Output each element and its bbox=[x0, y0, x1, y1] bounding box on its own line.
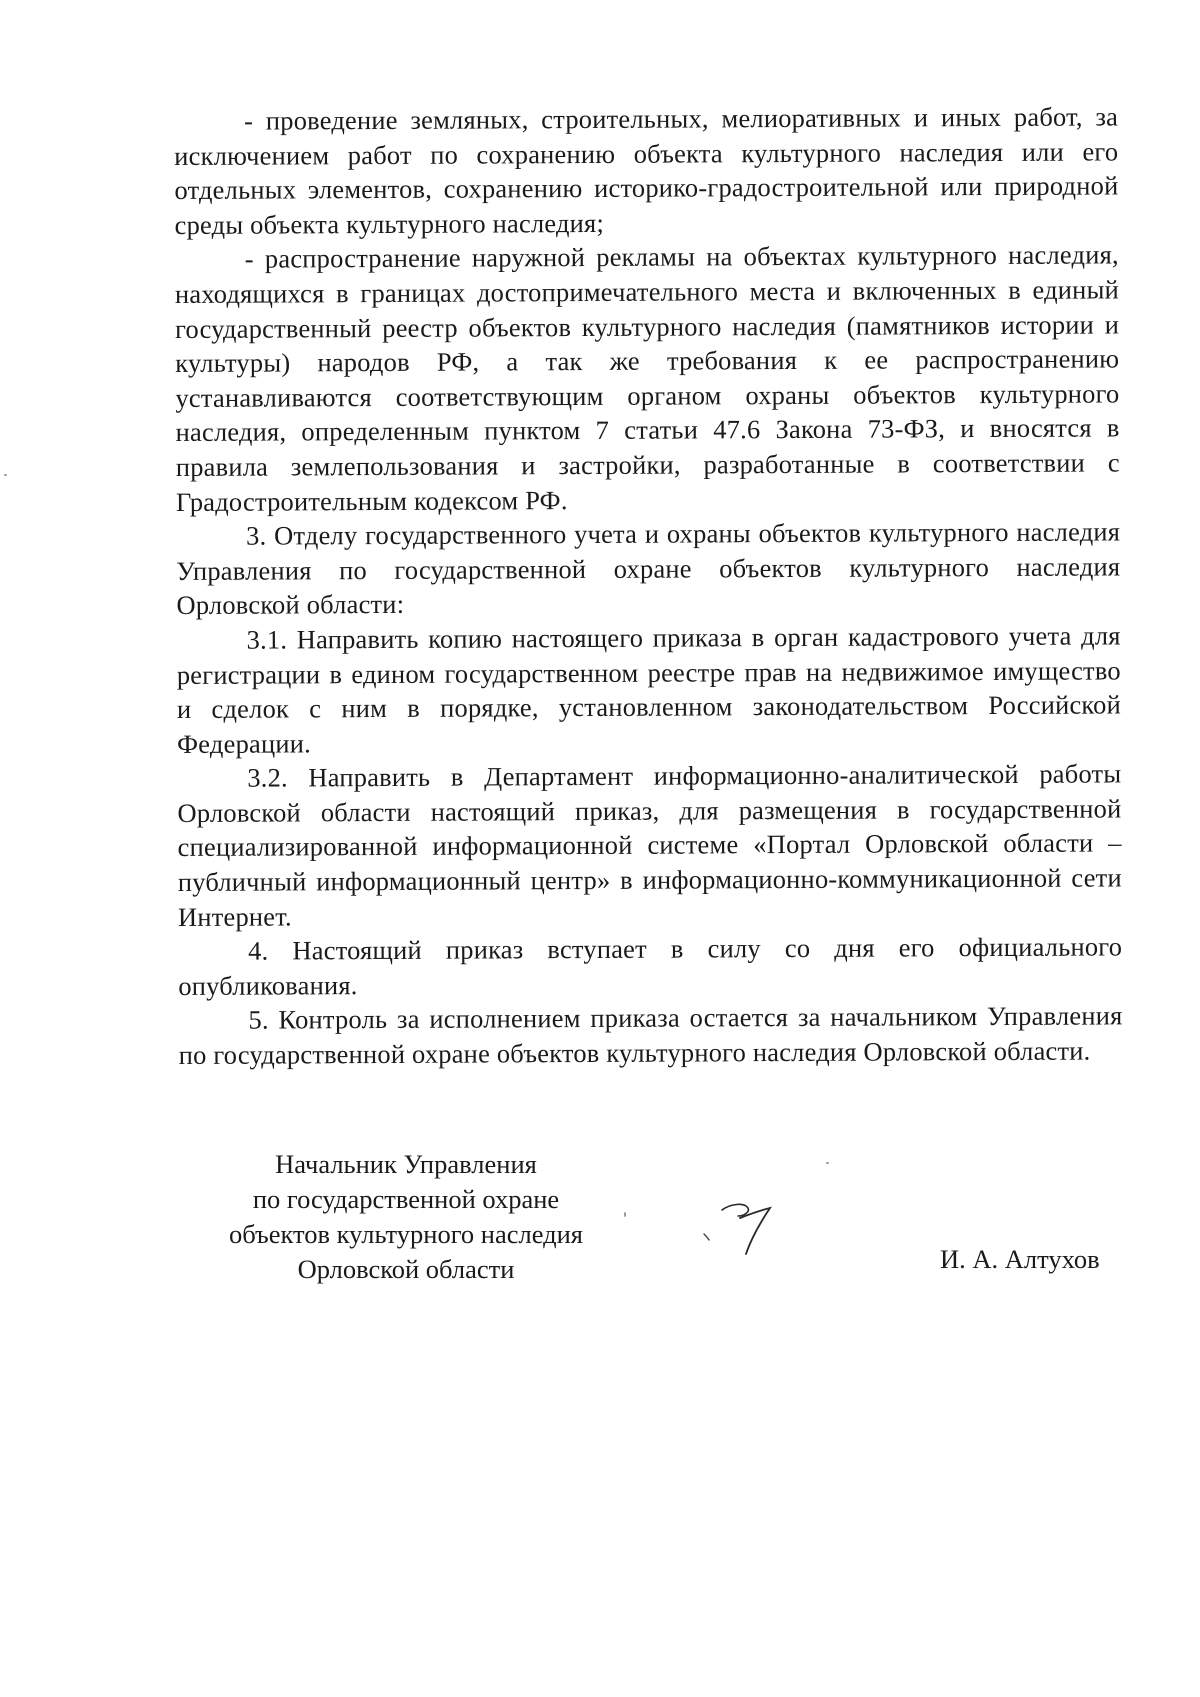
signatory-name: И. А. Алтухов bbox=[940, 1244, 1100, 1274]
scan-speck bbox=[4, 474, 7, 476]
paragraph-earthworks: - проведение земляных, строительных, мелиоративных и иных работ, за исключением работ по сохранению объекта культурного наследия или его отдельных элементов, сохранению историко-градостроительной или природной среды объекта культурного наследия; bbox=[174, 101, 1119, 240]
signatory-title-line: по государственной охране bbox=[252, 1184, 560, 1214]
paragraph-item-3-2: 3.2. Направить в Департамент информационно-аналитической работы Орловской области настоящий приказ, для размещения в государственной специализированной информационной системе «Портал Орловской области – публичный информационный центр» в информационно-коммуникационной сети Интернет. bbox=[177, 758, 1122, 932]
signatory-title-line: Начальник Управления bbox=[275, 1149, 537, 1179]
paragraph-item-5: 5. Контроль за исполнением приказа остается за начальником Управления по государственной охране объектов культурного наследия Орловской области. bbox=[178, 1000, 1123, 1071]
paragraph-item-4: 4. Настоящий приказ вступает в силу со дня его официального опубликования. bbox=[178, 931, 1123, 1001]
scan-speck bbox=[624, 1212, 626, 1217]
paragraph-item-3-1: 3.1. Направить копию настоящего приказа в орган кадастрового учета для регистрации в едином государственном реестре прав на недвижимое имущество и сделок с ним в порядке, установленном законодательством Российской Федерации. bbox=[176, 620, 1122, 759]
scan-speck bbox=[826, 1162, 829, 1164]
handwritten-signature bbox=[700, 1200, 790, 1260]
paragraph-advertising: - распространение наружной рекламы на объектах культурного наследия, находящихся в границах достопримечательного места и включенных в единый государственный реестр объектов культурного наследия (памятников истории и культуры) народов РФ, а так же требования к ее распространению устанавливаются соответствующим органом охраны объектов культурного наследия, определенным пунктом 7 статьи 47.6 Закона 73-ФЗ, и вносятся в правила землепользования и застройки, разработанные в соответствии с Градостроительным кодексом РФ. bbox=[174, 239, 1120, 517]
document-body bbox=[174, 99, 1123, 1072]
signatory-title-line: объектов культурного наследия bbox=[228, 1219, 583, 1249]
signatory-title-line: Орловской области bbox=[297, 1254, 515, 1284]
signatory-title bbox=[196, 1147, 616, 1287]
paragraph-item-3: 3. Отделу государственного учета и охраны объектов культурного наследия Управления по государственной охране объектов культурного наследия Орловской области: bbox=[176, 516, 1121, 621]
